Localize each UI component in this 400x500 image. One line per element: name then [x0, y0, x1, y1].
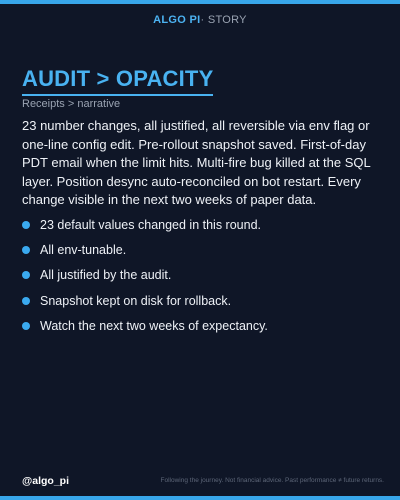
section-label: · STORY	[200, 14, 247, 26]
author-handle: @algo_pi	[22, 475, 69, 487]
list-item	[22, 313, 382, 338]
list-item	[22, 237, 382, 262]
list-item-text: Watch the next two weeks of expectancy.	[40, 318, 268, 333]
list-item	[22, 212, 382, 237]
bullet-list	[22, 212, 382, 338]
bullet-dot-icon	[22, 246, 30, 254]
list-item-text: 23 default values changed in this round.	[40, 217, 261, 232]
list-item-text: Snapshot kept on disk for rollback.	[40, 293, 232, 308]
bullet-dot-icon	[22, 297, 30, 305]
top-accent-bar	[0, 0, 400, 4]
bullet-dot-icon	[22, 322, 30, 330]
list-item	[22, 288, 382, 313]
list-item-text: All justified by the audit.	[40, 268, 172, 283]
bottom-accent-bar	[0, 496, 400, 500]
header	[0, 14, 400, 26]
disclaimer: Following the journey. Not financial advice. Past performance ≠ future returns.	[160, 477, 384, 484]
page-subtitle: Receipts > narrative	[22, 98, 121, 110]
bullet-dot-icon	[22, 271, 30, 279]
bullet-dot-icon	[22, 221, 30, 229]
brand-name: ALGO PI	[153, 14, 201, 26]
body-paragraph: 23 number changes, all justified, all reversible via env flag or one-line config edit. Pre-rollout snapshot saved. First-of-day PDT email when the limit hits. Multi-fire bug killed at the SQL layer. Position desync auto-reconciled on bot restart. Every change visible in the next two weeks of paper data.	[22, 118, 371, 207]
list-item-text: All env-tunable.	[40, 242, 127, 257]
title-wrap	[22, 66, 213, 96]
list-item	[22, 263, 382, 288]
page-title: AUDIT > OPACITY	[22, 66, 213, 96]
